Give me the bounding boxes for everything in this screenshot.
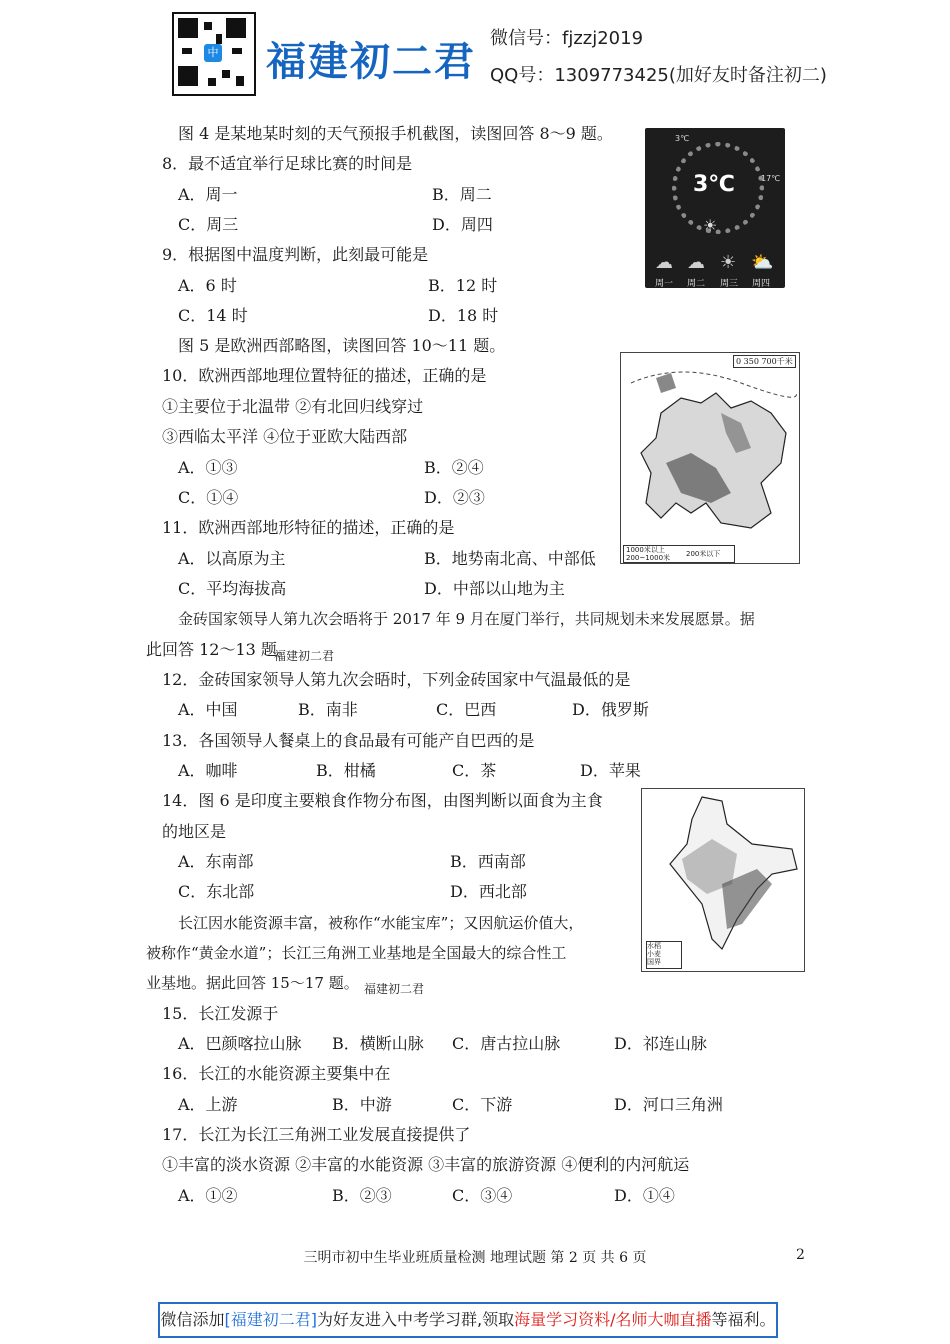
q8-option-a: A．周一 [178,185,238,204]
q13-option-b: B．柑橘 [316,761,376,780]
q12-option-c: C．巴西 [436,700,497,719]
brics-paragraph-line2: 此回答 12～13 题。 [146,640,293,659]
q10-option-a: A．①③ [178,458,238,477]
question-14-cont: 的地区是 [162,822,227,841]
header-wechat: 微信号：fjzzj2019 [490,28,644,49]
q13-option-c: C．茶 [452,761,497,780]
q17-option-a: A．①② [178,1186,238,1205]
yangtze-paragraph-line3: 业基地。据此回答 15～17 题。 [146,974,359,992]
q9-option-b: B．12 时 [428,276,498,295]
question-9: 9．根据图中温度判断，此刻最可能是 [162,245,429,264]
snow-cloud-icon: ☁ [687,252,705,273]
q15-option-d: D．祁连山脉 [614,1034,707,1053]
map-scale: 0 350 700千米 [733,355,796,368]
question-10: 10．欧洲西部地理位置特征的描述，正确的是 [162,366,487,385]
intro-fig5: 图 5 是欧洲西部略图，读图回答 10～11 题。 [178,336,506,355]
q12-option-b: B．南非 [298,700,358,719]
q11-option-c: C．平均海拔高 [178,579,287,598]
question-13: 13．各国领导人餐桌上的食品最有可能产自巴西的是 [162,731,535,750]
intro-fig4: 图 4 是某地某时刻的天气预报手机截图，读图回答 8～9 题。 [178,124,613,143]
dial-min-label: 3℃ [675,134,690,143]
watermark: 福建初二君 [274,649,335,663]
header-qq: QQ号：1309773425(加好友时备注初二) [490,65,827,86]
q14-option-a: A．东南部 [178,852,254,871]
sun-icon: ☀ [720,252,737,273]
legend-high: 1000米以上 [626,546,665,554]
sun-icon: ☀ [703,216,718,235]
day-label: 周二 [687,279,706,289]
q16-option-a: A．上游 [178,1095,238,1114]
q17-option-d: D．①④ [614,1186,675,1205]
legend-wheat: 小麦 [647,950,661,958]
q12-option-a: A．中国 [178,700,238,719]
q8-option-d: D．周四 [432,215,493,234]
europe-map-figure [620,352,800,564]
question-17: 17．长江为长江三角洲工业发展直接提供了 [162,1125,471,1144]
promo-banner [158,1302,778,1338]
dial-max-label: 17℃ [761,174,781,183]
question-12: 12．金砖国家领导人第九次会晤时，下列金砖国家中气温最低的是 [162,670,631,689]
question-11: 11．欧洲西部地形特征的描述，正确的是 [162,518,455,537]
q10-option-b: B．②④ [424,458,484,477]
current-temperature: 3℃ [693,172,735,197]
page-footer: 三明市初中生毕业班质量检测 地理试题 第 2 页 共 6 页 [303,1250,647,1266]
day-label: 周四 [752,279,771,289]
q11-option-a: A．以高原为主 [178,549,286,568]
q17-option-b: B．②③ [332,1186,392,1205]
question-16: 16．长江的水能资源主要集中在 [162,1064,391,1083]
page-number: 2 [796,1247,805,1263]
q10-statements-1: ①主要位于北温带 ②有北回归线穿过 [162,397,424,416]
q15-option-b: B．横断山脉 [332,1034,424,1053]
q9-option-a: A．6 时 [178,276,237,295]
q9-option-c: C．14 时 [178,306,248,325]
q13-option-a: A．咖啡 [178,761,238,780]
q9-option-d: D．18 时 [428,306,499,325]
weather-phone-figure [645,128,785,288]
legend-border: 国界 [647,958,661,966]
day-label: 周一 [655,279,674,289]
q16-option-b: B．中游 [332,1095,392,1114]
q10-option-c: C．①④ [178,488,239,507]
q10-option-d: D．②③ [424,488,485,507]
q10-statements-2: ③西临太平洋 ④位于亚欧大陆西部 [162,427,408,446]
q16-option-c: C．下游 [452,1095,513,1114]
q8-option-b: B．周二 [432,185,492,204]
q17-statements: ①丰富的淡水资源 ②丰富的水能资源 ③丰富的旅游资源 ④便利的内河航运 [162,1155,690,1174]
legend-mid: 200~1000米 [626,554,671,562]
question-14: 14．图 6 是印度主要粮食作物分布图，由图判断以面食为主食 [162,791,603,810]
yangtze-paragraph-line1: 长江因水能资源丰富，被称作“水能宝库”；又因航运价值大， [178,914,584,932]
india-map-figure [641,788,805,972]
header-title: 福建初二君 [266,39,476,85]
q12-option-d: D．俄罗斯 [572,700,649,719]
q14-option-b: B．西南部 [450,852,526,871]
legend-low: 200米以下 [686,550,721,558]
q14-option-d: D．西北部 [450,882,527,901]
q15-option-c: C．唐古拉山脉 [452,1034,561,1053]
q17-option-c: C．③④ [452,1186,513,1205]
map-legend [623,545,735,563]
brics-paragraph-line1: 金砖国家领导人第九次会晤将于 2017 年 9 月在厦门举行，共同规划未来发展愿景。据 [178,610,755,628]
q14-option-c: C．东北部 [178,882,255,901]
banner-post: 等福利。 [711,1310,776,1329]
europe-map-drawing [621,353,799,563]
banner-link[interactable]: [福建初二君] [224,1310,317,1329]
day-label: 周三 [720,279,739,289]
watermark: 福建初二君 [364,982,425,996]
q11-option-d: D．中部以山地为主 [424,579,565,598]
q13-option-d: D．苹果 [580,761,641,780]
qr-code [172,12,256,96]
q11-option-b: B．地势南北高、中部低 [424,549,596,568]
banner-pre: 微信添加 [160,1310,225,1329]
q15-option-a: A．巴颜喀拉山脉 [178,1034,302,1053]
yangtze-paragraph-line2: 被称作“黄金水道”；长江三角洲工业基地是全国最大的综合性工 [146,944,567,962]
banner-highlight: 海量学习资料/名师大咖直播 [514,1310,712,1329]
banner-mid: 为好友进入中考学习群,领取 [317,1310,515,1329]
india-legend [646,941,682,969]
legend-rice: 水稻 [647,942,661,950]
cloud-icon: ☁ [655,252,673,273]
question-8: 8．最不适宜举行足球比赛的时间是 [162,154,413,173]
q16-option-d: D．河口三角洲 [614,1095,723,1114]
qr-badge: 中 [204,44,222,62]
question-15: 15．长江发源于 [162,1004,279,1023]
partly-cloudy-icon: ⛅ [751,252,774,273]
q8-option-c: C．周三 [178,215,239,234]
